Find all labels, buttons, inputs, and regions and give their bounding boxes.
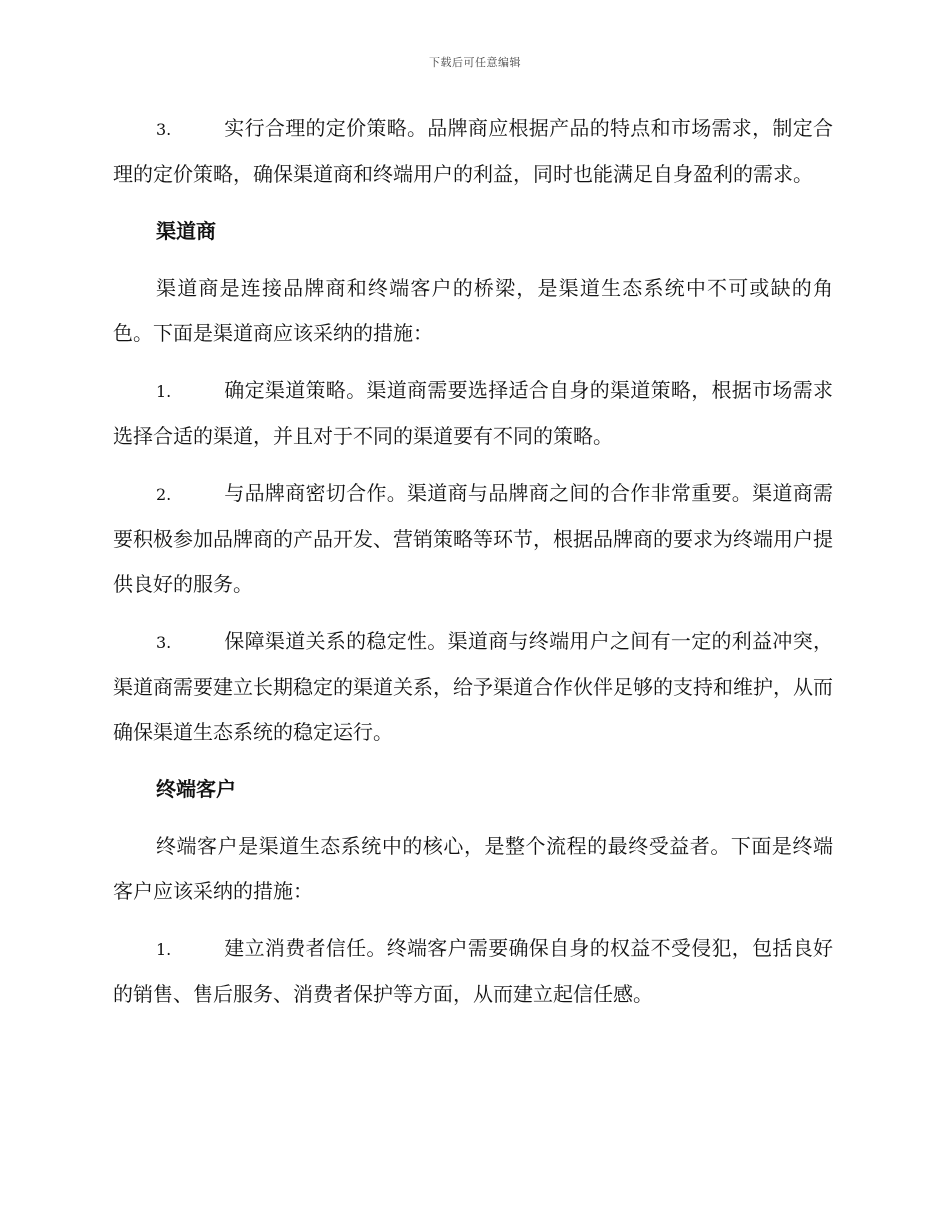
section-heading-channel-partner: 渠道商 (156, 219, 216, 243)
paragraph-channel-partner-intro: 渠道商是连接品牌商和终端客户的桥梁，是渠道生态系统中不可或缺的角色。下面是渠道商应该采纳的措施： (113, 276, 833, 345)
list-item-number: 3. (156, 120, 172, 139)
list-item-pricing-strategy (113, 106, 833, 197)
page-header: 下载后可任意编辑 (429, 56, 521, 69)
document-body (113, 106, 833, 1029)
list-item-number: 1. (156, 940, 172, 959)
list-item-text: 保障渠道关系的稳定性。渠道商与终端用户之间有一定的利益冲突，渠道商需要建立长期稳定的渠道关系，给予渠道合作伙伴足够的支持和维护，从而确保渠道生态系统的稳定运行。 (113, 629, 833, 744)
list-item-text: 建立消费者信任。终端客户需要确保自身的权益不受侵犯，包括良好的销售、售后服务、消费者保护等方面，从而建立起信任感。 (113, 936, 833, 1006)
list-item-text: 确定渠道策略。渠道商需要选择适合自身的渠道策略，根据市场需求选择合适的渠道，并且对于不同的渠道要有不同的策略。 (113, 378, 833, 448)
list-item-number: 3. (156, 633, 172, 652)
list-item-consumer-trust (113, 926, 833, 1017)
list-item-text: 实行合理的定价策略。品牌商应根据产品的特点和市场需求，制定合理的定价策略，确保渠道商和终端用户的利益，同时也能满足自身盈利的需求。 (113, 116, 833, 186)
list-item-number: 1. (156, 382, 172, 401)
section-heading-end-customer: 终端客户 (156, 777, 236, 801)
list-item-brand-cooperation (113, 471, 833, 607)
paragraph-end-customer-intro: 终端客户是渠道生态系统中的核心，是整个流程的最终受益者。下面是终端客户应该采纳的措施： (113, 834, 833, 903)
list-item-number: 2. (156, 485, 172, 504)
list-item-channel-stability (113, 619, 833, 755)
list-item-channel-strategy (113, 368, 833, 459)
list-item-text: 与品牌商密切合作。渠道商与品牌商之间的合作非常重要。渠道商需要积极参加品牌商的产品开发、营销策略等环节，根据品牌商的要求为终端用户提供良好的服务。 (113, 481, 833, 596)
